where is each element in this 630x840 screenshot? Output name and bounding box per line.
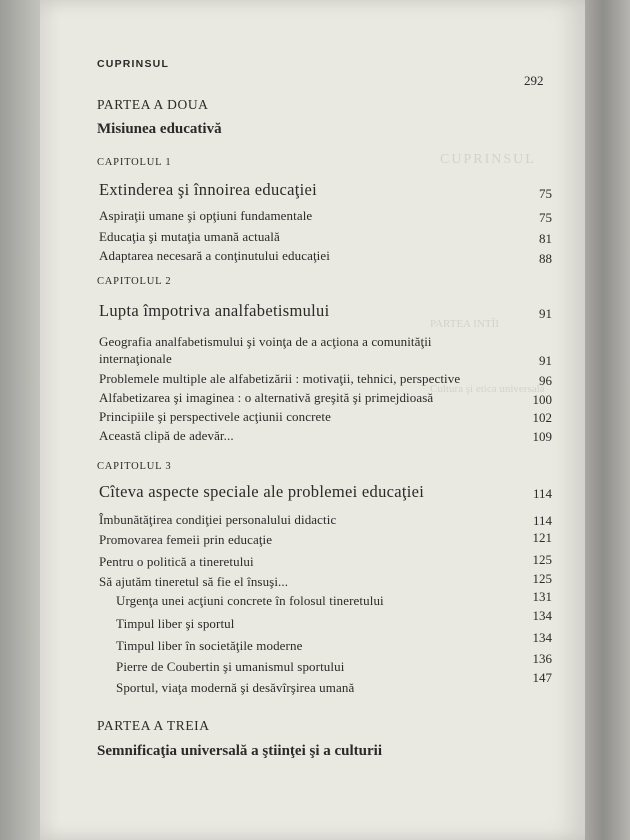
bleed-through-text: CUPRINSUL [440, 152, 536, 167]
toc-entry: Aspiraţii umane şi opţiuni fundamentale [99, 208, 313, 223]
bleed-through-text: Cultura şi etica universală [430, 383, 545, 395]
chapter-page: 114 [532, 486, 552, 501]
part-label: PARTEA A TREIA [97, 718, 210, 733]
toc-page: 114 [532, 513, 552, 528]
chapter-title: Lupta împotriva analfabetismului [99, 301, 330, 320]
chapter-page: 75 [539, 186, 552, 201]
chapter-title: Cîteva aspecte speciale ale problemei educaţiei [99, 482, 425, 501]
toc-entry-continuation: internaţionale [99, 351, 172, 366]
toc-page: 109 [532, 429, 552, 444]
toc-page: 134 [532, 608, 552, 623]
toc-page: 75 [539, 210, 552, 225]
toc-subentry: Timpul liber şi sportul [116, 616, 235, 631]
adjacent-page-edge [0, 0, 40, 840]
book-spine-edge [585, 0, 630, 840]
toc-subentry: Urgenţa unei acţiuni concrete în folosul tineretului [116, 593, 384, 608]
toc-entry: Promovarea femeii prin educaţie [99, 532, 273, 547]
part-title: Misiunea educativă [97, 121, 222, 137]
part-title: Semnificaţia universală a ştiinţei şi a culturii [97, 743, 382, 759]
toc-page: 91 [539, 353, 552, 368]
toc-entry: Îmbunătăţirea condiţiei personalului didactic [99, 512, 337, 527]
toc-entry: Pentru o politică a tineretului [99, 554, 254, 569]
toc-entry: Educaţia şi mutaţia umană actuală [99, 229, 280, 244]
toc-entry: Această clipă de adevăr... [99, 428, 234, 443]
toc-page: 100 [532, 392, 552, 407]
toc-page: 121 [532, 530, 552, 545]
toc-subentry: Sportul, viaţa modernă şi desăvîrşirea umană [116, 680, 355, 695]
chapter-page: 91 [539, 306, 552, 321]
toc-page: 136 [532, 651, 552, 666]
toc-page: 134 [532, 630, 552, 645]
running-title: CUPRINSUL [97, 58, 170, 70]
chapter-label: CAPITOLUL 3 [97, 461, 172, 472]
page-number: 292 [524, 73, 544, 88]
toc-entry: Geografia analfabetismului şi voinţa de a acţiona a comunităţii [99, 334, 432, 349]
toc-page: 131 [532, 589, 552, 604]
toc-page: 125 [532, 571, 552, 586]
toc-entry: Alfabetizarea şi imaginea : o alternativă greşită şi primejdioasă [99, 390, 434, 405]
toc-subentry: Pierre de Coubertin şi umanismul sportului [116, 659, 345, 674]
part-label: PARTEA A DOUA [97, 97, 209, 112]
chapter-title: Extinderea şi înnoirea educaţiei [99, 180, 318, 199]
toc-page: 96 [539, 373, 552, 388]
toc-page: 125 [532, 552, 552, 567]
toc-page: 147 [532, 670, 552, 685]
toc-subentry: Timpul liber în societăţile moderne [116, 638, 303, 653]
toc-page: 102 [532, 410, 552, 425]
chapter-label: CAPITOLUL 1 [97, 157, 172, 168]
toc-entry: Principiile şi perspectivele acţiunii concrete [99, 409, 332, 424]
toc-entry: Problemele multiple ale alfabetizării : motivaţii, tehnici, perspective [99, 371, 461, 386]
toc-entry: Adaptarea necesară a conţinutului educaţiei [99, 248, 330, 263]
toc-page: 81 [539, 231, 552, 246]
toc-page: 88 [539, 251, 552, 266]
bleed-through-text: PARTEA INTÎI [430, 318, 499, 330]
chapter-label: CAPITOLUL 2 [97, 276, 172, 287]
toc-entry: Să ajutăm tineretul să fie el însuşi... [99, 574, 289, 589]
